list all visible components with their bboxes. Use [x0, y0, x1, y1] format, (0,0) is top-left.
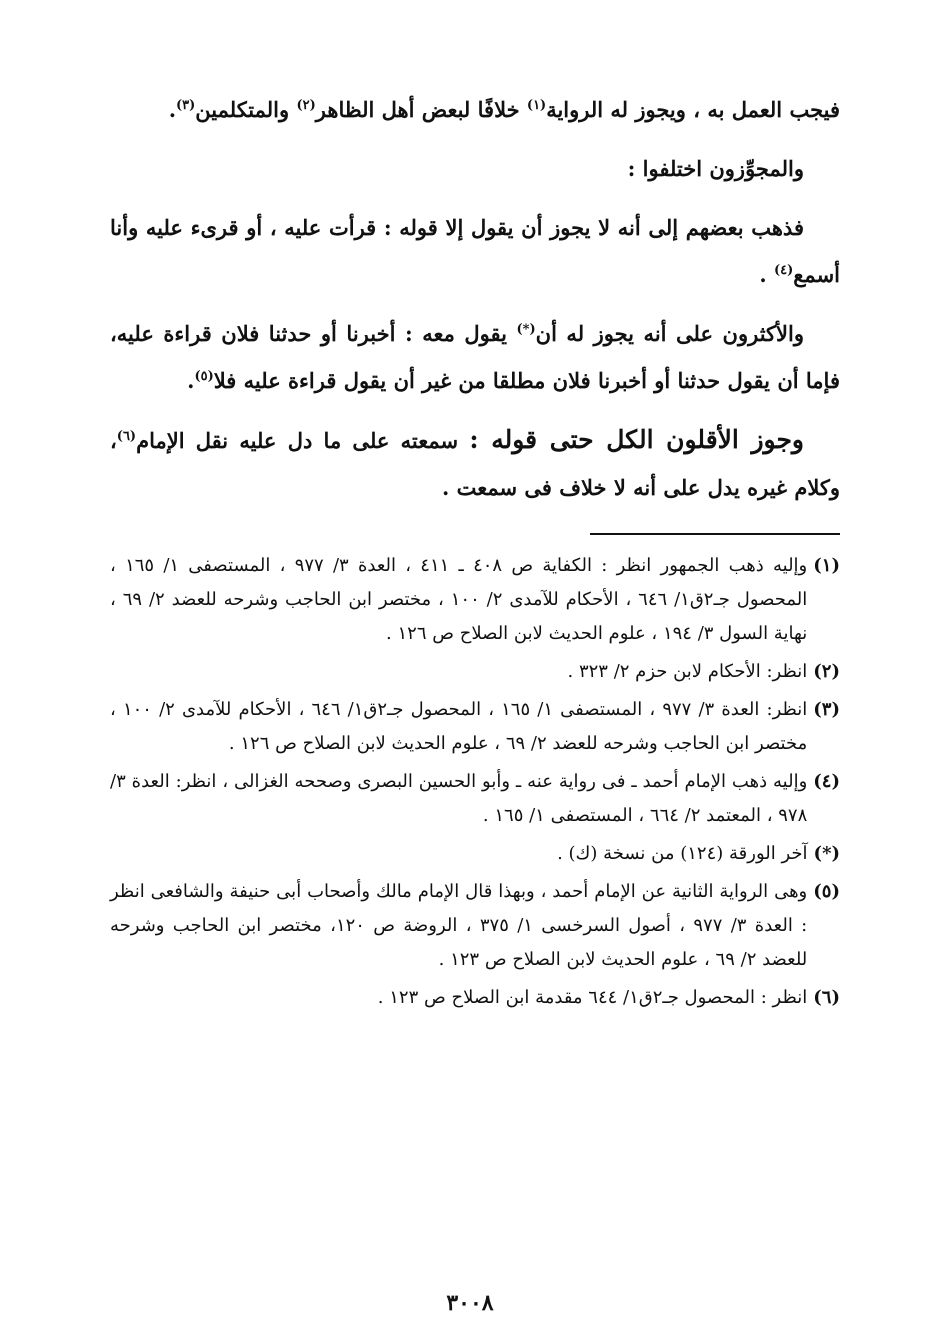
footnote-star — [110, 837, 840, 871]
footnote-number: (٦) — [813, 987, 840, 1008]
footnote-ref-star[interactable]: (*) — [516, 322, 536, 337]
footnote-separator — [590, 533, 840, 535]
footnote-2 — [110, 655, 840, 689]
footnote-text: انظر: العدة ٣/ ٩٧٧ ، المستصفى ١/ ١٦٥ ، المحصول جـ٢ق١/ ٦٤٦ ، الأحكام للآمدى ٢/ ١٠٠ ، مختصر ابن الحاجب وشرحه للعضد ٢/ ٦٩ ، علوم الحديث لابن الصلاح ص ١٢٦ . — [110, 699, 808, 754]
main-text — [110, 86, 840, 511]
paragraph-1-part-a: فيجب العمل به ، ويجوز له الرواية — [546, 97, 840, 122]
paragraph-5-part-a: سمعته على ما دل عليه نقل الإمام — [136, 428, 470, 453]
paragraph-1 — [110, 86, 840, 133]
footnote-number: (*) — [813, 843, 840, 864]
document-page — [110, 86, 840, 1316]
footnote-ref-6[interactable]: (٦) — [116, 429, 137, 444]
footnotes — [110, 549, 840, 1015]
footnote-4 — [110, 765, 840, 833]
paragraph-4-part-a: والأكثرون على أنه يجوز له أن — [535, 321, 804, 346]
paragraph-3 — [110, 204, 840, 298]
paragraph-3-part-a: فذهب بعضهم إلى أنه لا يجوز أن يقول إلا قوله : قرأت عليه ، أو قرىء عليه وأنا أسمع — [110, 215, 840, 287]
paragraph-1-part-c: والمتكلمين — [195, 97, 297, 122]
footnote-ref-5[interactable]: (٥) — [194, 369, 214, 384]
footnote-ref-3[interactable]: (٣) — [176, 98, 196, 113]
paragraph-2 — [110, 145, 840, 192]
paragraph-4 — [110, 310, 840, 404]
footnote-text: وإليه ذهب الإمام أحمد ـ فى رواية عنه ـ وأبو الحسين البصرى وصححه الغزالى ، انظر: العدة ٣/ ٩٧٨ ، المعتمد ٢/ ٦٦٤ ، المستصفى ١/ ١٦٥ . — [110, 771, 808, 826]
paragraph-4-part-c: . — [187, 368, 195, 393]
footnote-3 — [110, 693, 840, 761]
page-number: ٣٠٠٨ — [446, 1290, 494, 1316]
footnote-number: (٣) — [813, 699, 840, 720]
footnote-text: وإليه ذهب الجمهور انظر : الكفاية ص ٤٠٨ ـ ٤١١ ، العدة ٣/ ٩٧٧ ، المستصفى ١/ ١٦٥ ، المحصول جـ٢ق١/ ٦٤٦ ، الأحكام للآمدى ٢/ ١٠٠ ، مختصر ابن الحاجب وشرحه للعضد ٢/ ٦٩ ، نهاية السول ٣/ ١٩٤ ، علوم الحديث لابن الصلاح ص ١٢٦ . — [110, 555, 808, 644]
footnote-ref-2[interactable]: (٢) — [296, 98, 316, 113]
footnote-number: (٢) — [813, 661, 840, 682]
footnote-text: آخر الورقة (١٢٤) من نسخة (ك) . — [557, 843, 808, 864]
footnote-text: انظر: الأحكام لابن حزم ٢/ ٣٢٣ . — [567, 661, 808, 682]
footnote-5 — [110, 875, 840, 977]
paragraph-5 — [110, 416, 840, 511]
paragraph-3-part-b: . — [759, 262, 774, 287]
paragraph-2-text: والمجوِّزون اختلفوا : — [627, 156, 804, 181]
footnote-ref-4[interactable]: (٤) — [773, 263, 794, 278]
paragraph-1-part-d: . — [168, 97, 176, 122]
footnote-text: وهى الرواية الثانية عن الإمام أحمد ، وبهذا قال الإمام مالك وأصحاب أبى حنيفة والشافعى انظر : العدة ٣/ ٩٧٧ ، أصول السرخسى ١/ ٣٧٥ ، الروضة ص ١٢٠، مختصر ابن الحاجب وشرحه للعضد ٢/ ٦٩ ، علوم الحديث لابن الصلاح ص ١٢٣ . — [110, 881, 808, 970]
footnote-6 — [110, 981, 840, 1015]
footnote-text: انظر : المحصول جـ٢ق١/ ٦٤٤ مقدمة ابن الصلاح ص ١٢٣ . — [377, 987, 808, 1008]
paragraph-5-part-b: ، وكلام غيره يدل على أنه لا خلاف فى سمعت . — [110, 428, 840, 500]
paragraph-5-lead: وجوز الأقلون الكل حتى قوله : — [469, 425, 805, 454]
paragraph-1-part-b: خلافًا لبعض أهل الظاهر — [315, 97, 527, 122]
paragraph-4-part-b: يقول معه : أخبرنا أو حدثنا فلان قراءة عليه، فإما أن يقول حدثنا أو أخبرنا فلان مطلقا من غير أن يقول قراءة عليه فلا — [110, 321, 840, 393]
footnote-ref-1[interactable]: (١) — [526, 98, 547, 113]
footnote-number: (٥) — [813, 881, 840, 902]
footnote-number: (٤) — [813, 771, 840, 792]
footnote-1 — [110, 549, 840, 651]
footnote-number: (١) — [813, 555, 840, 576]
